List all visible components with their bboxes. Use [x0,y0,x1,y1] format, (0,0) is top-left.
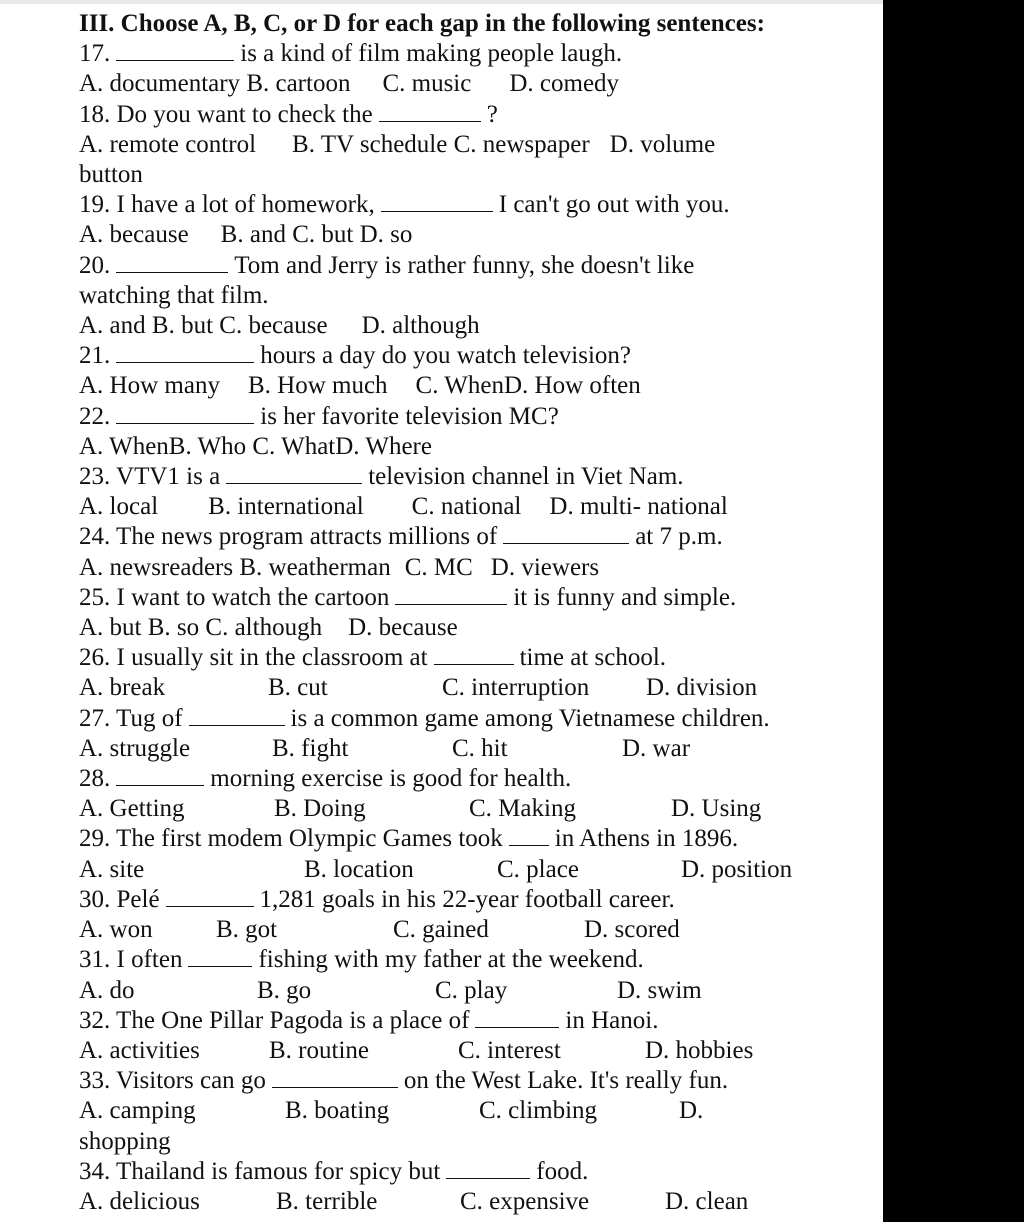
question-text: 24. The news program attracts millions of [79,523,498,551]
question-text: is her favorite television MC? [260,402,559,430]
options-33-wrap: shopping [79,1127,171,1155]
question-text: 34. Thailand is famous for spicy but [79,1157,441,1185]
question-25 [79,583,869,613]
question-text: 26. I usually sit in the classroom at [79,644,428,672]
option-b: B. terrible [276,1187,378,1215]
options-19 [79,220,869,250]
question-text: food. [536,1157,589,1185]
question-23 [79,462,869,492]
option-a: A. documentary [79,70,241,98]
question-text: Tom and Jerry is rather funny, she doesn't like [234,251,695,279]
question-text: ? [486,100,498,128]
option-a: A. When [79,432,169,460]
options-28 [79,794,869,824]
options-34 [79,1187,869,1217]
question-number: 22. [79,402,111,430]
option-d: D. scored [584,916,680,944]
option-b: B. but [151,312,214,340]
option-d: D. division [646,674,758,702]
option-c: C. although [205,614,323,642]
question-text: 31. I often [79,946,183,974]
option-b: B. so [147,614,200,642]
option-d: D. volume [609,130,716,158]
options-18 [79,130,869,160]
option-a: A. Getting [79,795,185,823]
options-30 [79,915,869,945]
option-c: C. Making [469,795,576,823]
option-d: D. position [681,855,793,883]
options-26 [79,673,869,703]
option-c: C. expensive [460,1187,590,1215]
option-a: A. camping [79,1097,196,1125]
option-d: D. clean [665,1187,749,1215]
option-b: B. cartoon [246,70,351,98]
option-b: B. go [257,976,312,1004]
option-c: C. place [497,855,579,883]
answer-blank [189,705,285,726]
option-a: A. newsreaders [79,553,234,581]
question-text: fishing with my father at the weekend. [258,946,644,974]
question-text: 25. I want to watch the cartoon [79,583,390,611]
option-a: A. because [79,221,189,249]
options-27 [79,734,869,764]
option-c: C. What [252,432,336,460]
option-c: C. because [219,312,328,340]
answer-blank [272,1067,398,1088]
option-d: D. viewers [490,553,600,581]
question-text: at 7 p.m. [635,523,723,551]
option-b: B. How much [247,372,388,400]
answer-blank [434,644,514,665]
option-d: D. Where [335,432,432,460]
question-text: is a common game among Vietnamese children. [290,704,770,732]
options-18-wrap: button [79,161,143,189]
option-a: A. and [79,312,146,340]
answer-blank [503,523,629,544]
option-a: A. activities [79,1036,200,1064]
options-17 [79,69,869,99]
question-text: it is funny and simple. [513,583,737,611]
options-31 [79,976,869,1006]
question-text: 27. Tug of [79,704,183,732]
option-d: D. How often [503,372,641,400]
option-c: C. climbing [479,1097,598,1125]
option-a: A. do [79,976,135,1004]
option-d: D. because [348,614,458,642]
question-31 [79,945,869,975]
answer-blank [509,825,549,846]
options-24 [79,553,869,583]
option-a: A. but [79,614,142,642]
option-b: B. fight [272,734,349,762]
question-text: 30. Pelé [79,885,160,913]
option-c: C. music [382,70,472,98]
question-19 [79,190,869,220]
option-b: B. boating [285,1097,390,1125]
option-c: C. gained [393,916,489,944]
option-b: B. location [304,855,414,883]
question-text: time at school. [519,644,667,672]
question-text: 29. The first modem Olympic Games took [79,825,503,853]
option-d: D. swim [617,976,702,1004]
answer-blank [116,765,204,786]
options-20 [79,311,869,341]
option-a: A. struggle [79,734,191,762]
answer-blank [116,342,254,363]
options-21 [79,371,869,401]
option-c: C. MC [404,553,473,581]
option-d: D. hobbies [645,1036,754,1064]
answer-blank [188,946,252,967]
question-text: television channel in Viet Nam. [368,463,684,491]
option-a: A. How many [79,372,220,400]
answer-blank [395,584,507,605]
answer-blank [226,463,362,484]
options-32 [79,1036,869,1066]
answer-blank [381,191,493,212]
option-b: B. weatherman [239,553,391,581]
option-c: C. When [415,372,504,400]
option-d: D. multi- national [549,493,728,521]
option-b: B. Doing [274,795,366,823]
question-text: 33. Visitors can go [79,1067,266,1095]
question-21 [79,341,869,371]
answer-blank [116,403,254,424]
option-c: C. national [411,493,522,521]
question-27 [79,704,869,734]
question-17 [79,39,869,69]
options-23 [79,492,869,522]
option-a: A. remote control [79,130,257,158]
option-b: B. routine [269,1036,369,1064]
option-b: B. TV schedule [292,130,448,158]
option-c: C. interruption [442,674,590,702]
answer-blank [475,1007,559,1028]
answer-blank [116,252,228,273]
option-c: C. hit [452,734,508,762]
question-text: 18. Do you want to check the [79,100,373,128]
options-33 [79,1096,869,1126]
question-number: 20. [79,251,111,279]
option-a: A. site [79,855,145,883]
option-a: A. local [79,493,159,521]
question-text: in Athens in 1896. [554,825,739,853]
question-28 [79,764,869,794]
question-number: 17. [79,40,111,68]
option-b: B. Who [168,432,247,460]
question-29 [79,824,869,854]
option-d: D. war [622,734,691,762]
exercise-body [79,9,869,1217]
option-a: A. delicious [79,1187,200,1215]
answer-blank [446,1158,530,1179]
option-d: D. [679,1097,704,1125]
question-text: is a kind of film making people laugh. [240,40,623,68]
question-18 [79,100,869,130]
question-26 [79,643,869,673]
options-22 [79,432,869,462]
question-text: 19. I have a lot of homework, [79,191,375,219]
option-b: B. and [220,221,286,249]
option-d: D. comedy [509,70,620,98]
question-text: 32. The One Pillar Pagoda is a place of [79,1006,470,1034]
question-number: 28. [79,765,111,793]
option-d: D. Using [671,795,762,823]
question-text: I can't go out with you. [498,191,730,219]
question-number: 21. [79,342,111,370]
option-d: D. so [359,221,413,249]
option-b: B. cut [268,674,328,702]
question-text: hours a day do you watch television? [260,342,631,370]
options-25 [79,613,869,643]
question-33 [79,1066,869,1096]
section-heading: III. Choose A, B, C, or D for each gap in the following sentences: [79,10,765,37]
answer-blank [166,886,254,907]
option-c: C. newspaper [453,130,590,158]
option-b: B. got [216,916,278,944]
answer-blank [116,40,234,61]
question-text: morning exercise is good for health. [210,765,572,793]
question-32 [79,1006,869,1036]
option-d: D. although [361,312,480,340]
options-29 [79,855,869,885]
question-text: 1,281 goals in his 22-year football career. [259,885,675,913]
question-22 [79,402,869,432]
option-a: A. break [79,674,166,702]
option-a: A. won [79,916,153,944]
question-text: in Hanoi. [565,1006,659,1034]
answer-blank [379,101,481,122]
question-text: on the West Lake. It's really fun. [403,1067,729,1095]
question-30 [79,885,869,915]
question-24 [79,522,869,552]
option-c: C. but [292,221,354,249]
question-20-wrap: watching that film. [79,281,269,309]
option-c: C. interest [458,1036,561,1064]
question-text: 23. VTV1 is a [79,463,221,491]
question-20 [79,251,869,281]
option-b: B. international [208,493,364,521]
question-34 [79,1157,869,1187]
option-c: C. play [435,976,508,1004]
